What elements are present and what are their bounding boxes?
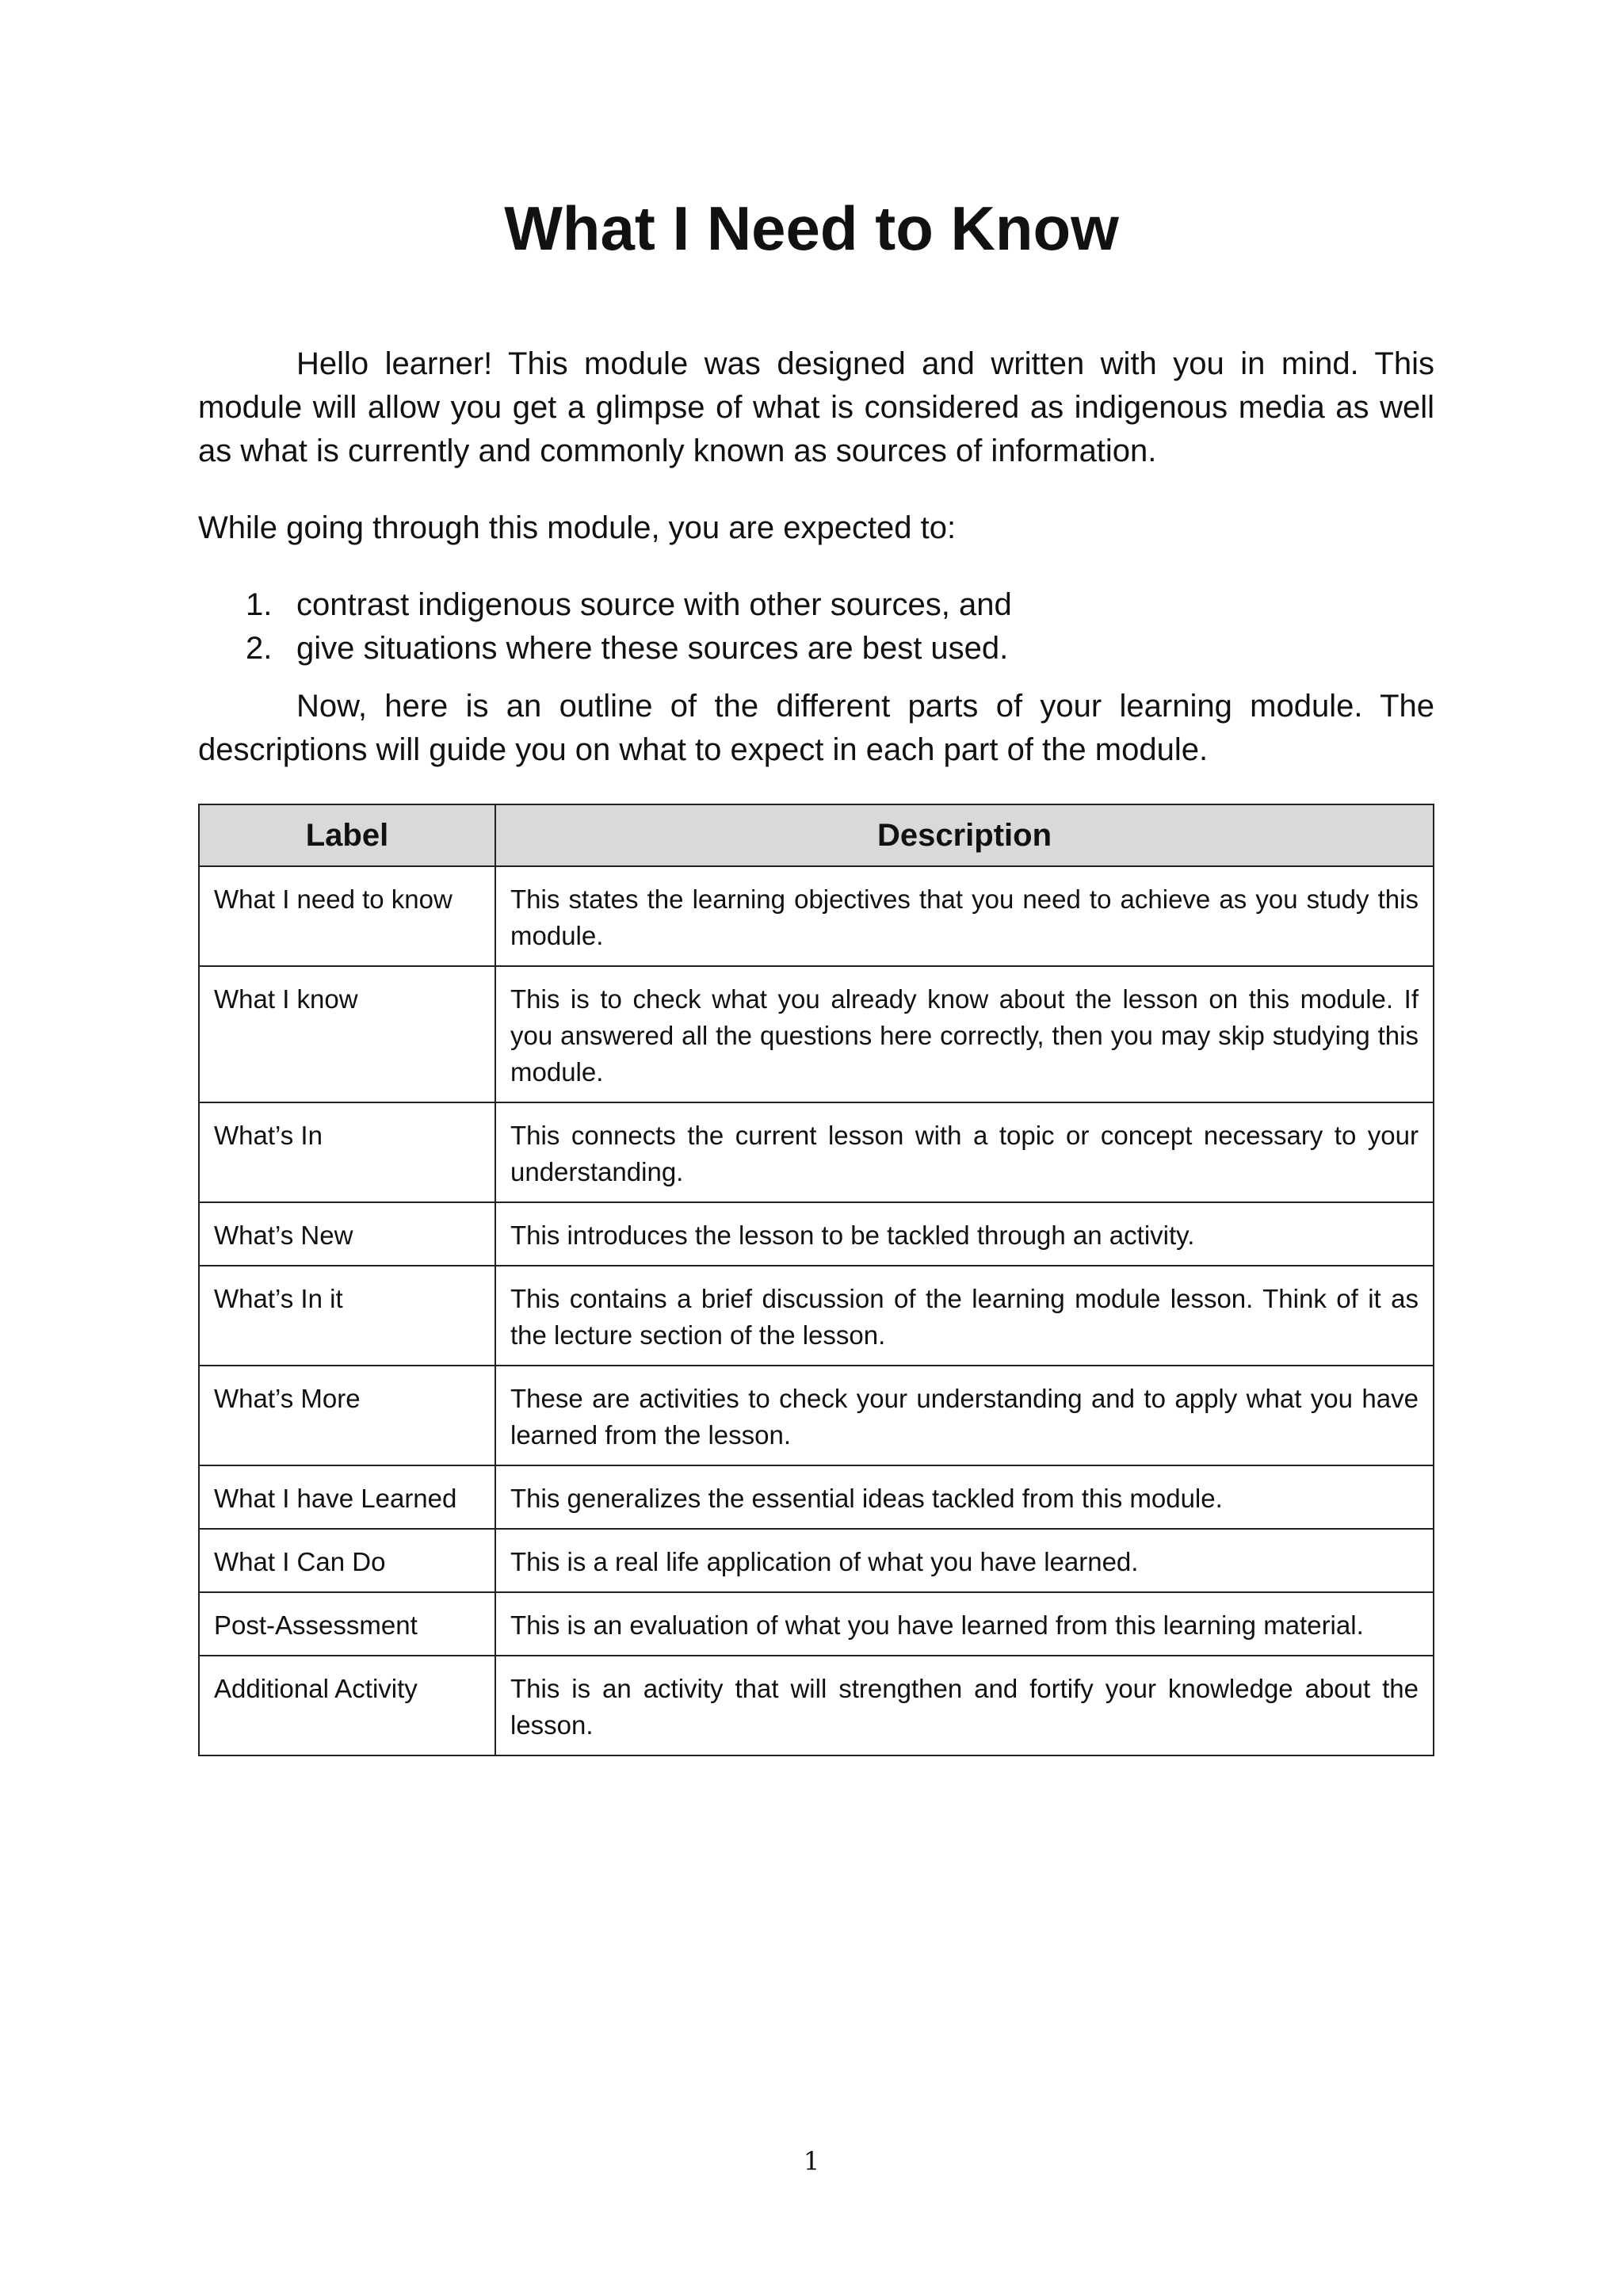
row-label: What I have Learned xyxy=(199,1465,495,1529)
row-label: What’s More xyxy=(199,1366,495,1465)
row-label: What I need to know xyxy=(199,866,495,966)
table-header-row xyxy=(199,804,1434,866)
objective-number: 1. xyxy=(246,587,273,622)
row-description: This is to check what you already know about the lesson on this module. If you answered all the questions here correctly, then you may skip studying this module. xyxy=(495,966,1434,1102)
table-row xyxy=(199,1266,1434,1366)
row-label: What I know xyxy=(199,966,495,1102)
table-row xyxy=(199,866,1434,966)
objective-item xyxy=(198,583,1434,627)
row-label: What’s In xyxy=(199,1102,495,1202)
expectations-lead: While going through this module, you are expected to: xyxy=(198,510,957,545)
objectives-list xyxy=(198,583,1434,670)
row-label: Post-Assessment xyxy=(199,1592,495,1656)
table-row xyxy=(199,1366,1434,1465)
table-row xyxy=(199,1592,1434,1656)
objective-text: contrast indigenous source with other sources, and xyxy=(296,587,1012,622)
outline-intro-paragraph: Now, here is an outline of the different parts of your learning module. The descriptions will guide you on what to expect in each part of the module. xyxy=(198,689,1434,767)
objective-text: give situations where these sources are best used. xyxy=(296,631,1009,666)
row-description: This states the learning objectives that you need to achieve as you study this module. xyxy=(495,866,1434,966)
objective-item xyxy=(198,627,1434,670)
table-row xyxy=(199,966,1434,1102)
row-description: This contains a brief discussion of the learning module lesson. Think of it as the lecture section of the lesson. xyxy=(495,1266,1434,1366)
page-number: 1 xyxy=(803,2146,820,2176)
intro-paragraph: Hello learner! This module was designed and written with you in mind. This module will allow you get a glimpse of what is considered as indigenous media as well as what is currently and commonly known as sources of information. xyxy=(198,346,1434,468)
row-description: This connects the current lesson with a topic or concept necessary to your understanding. xyxy=(495,1102,1434,1202)
row-description: These are activities to check your understanding and to apply what you have learned from the lesson. xyxy=(495,1366,1434,1465)
row-description: This is a real life application of what you have learned. xyxy=(495,1529,1434,1592)
header-label: Label xyxy=(199,804,495,866)
row-description: This is an activity that will strengthen and fortify your knowledge about the lesson. xyxy=(495,1656,1434,1755)
row-label: What’s In it xyxy=(199,1266,495,1366)
objective-number: 2. xyxy=(246,631,273,666)
row-description: This is an evaluation of what you have learned from this learning material. xyxy=(495,1592,1434,1656)
row-label: What’s New xyxy=(199,1202,495,1266)
page-title: What I Need to Know xyxy=(504,193,1119,263)
module-outline-table xyxy=(198,804,1434,1756)
row-label: Additional Activity xyxy=(199,1656,495,1755)
table-row xyxy=(199,1465,1434,1529)
table-row xyxy=(199,1656,1434,1755)
row-label: What I Can Do xyxy=(199,1529,495,1592)
page-content xyxy=(198,342,1434,1756)
table-row xyxy=(199,1102,1434,1202)
row-description: This generalizes the essential ideas tackled from this module. xyxy=(495,1465,1434,1529)
table-row xyxy=(199,1202,1434,1266)
row-description: This introduces the lesson to be tackled through an activity. xyxy=(495,1202,1434,1266)
header-description: Description xyxy=(495,804,1434,866)
table-row xyxy=(199,1529,1434,1592)
